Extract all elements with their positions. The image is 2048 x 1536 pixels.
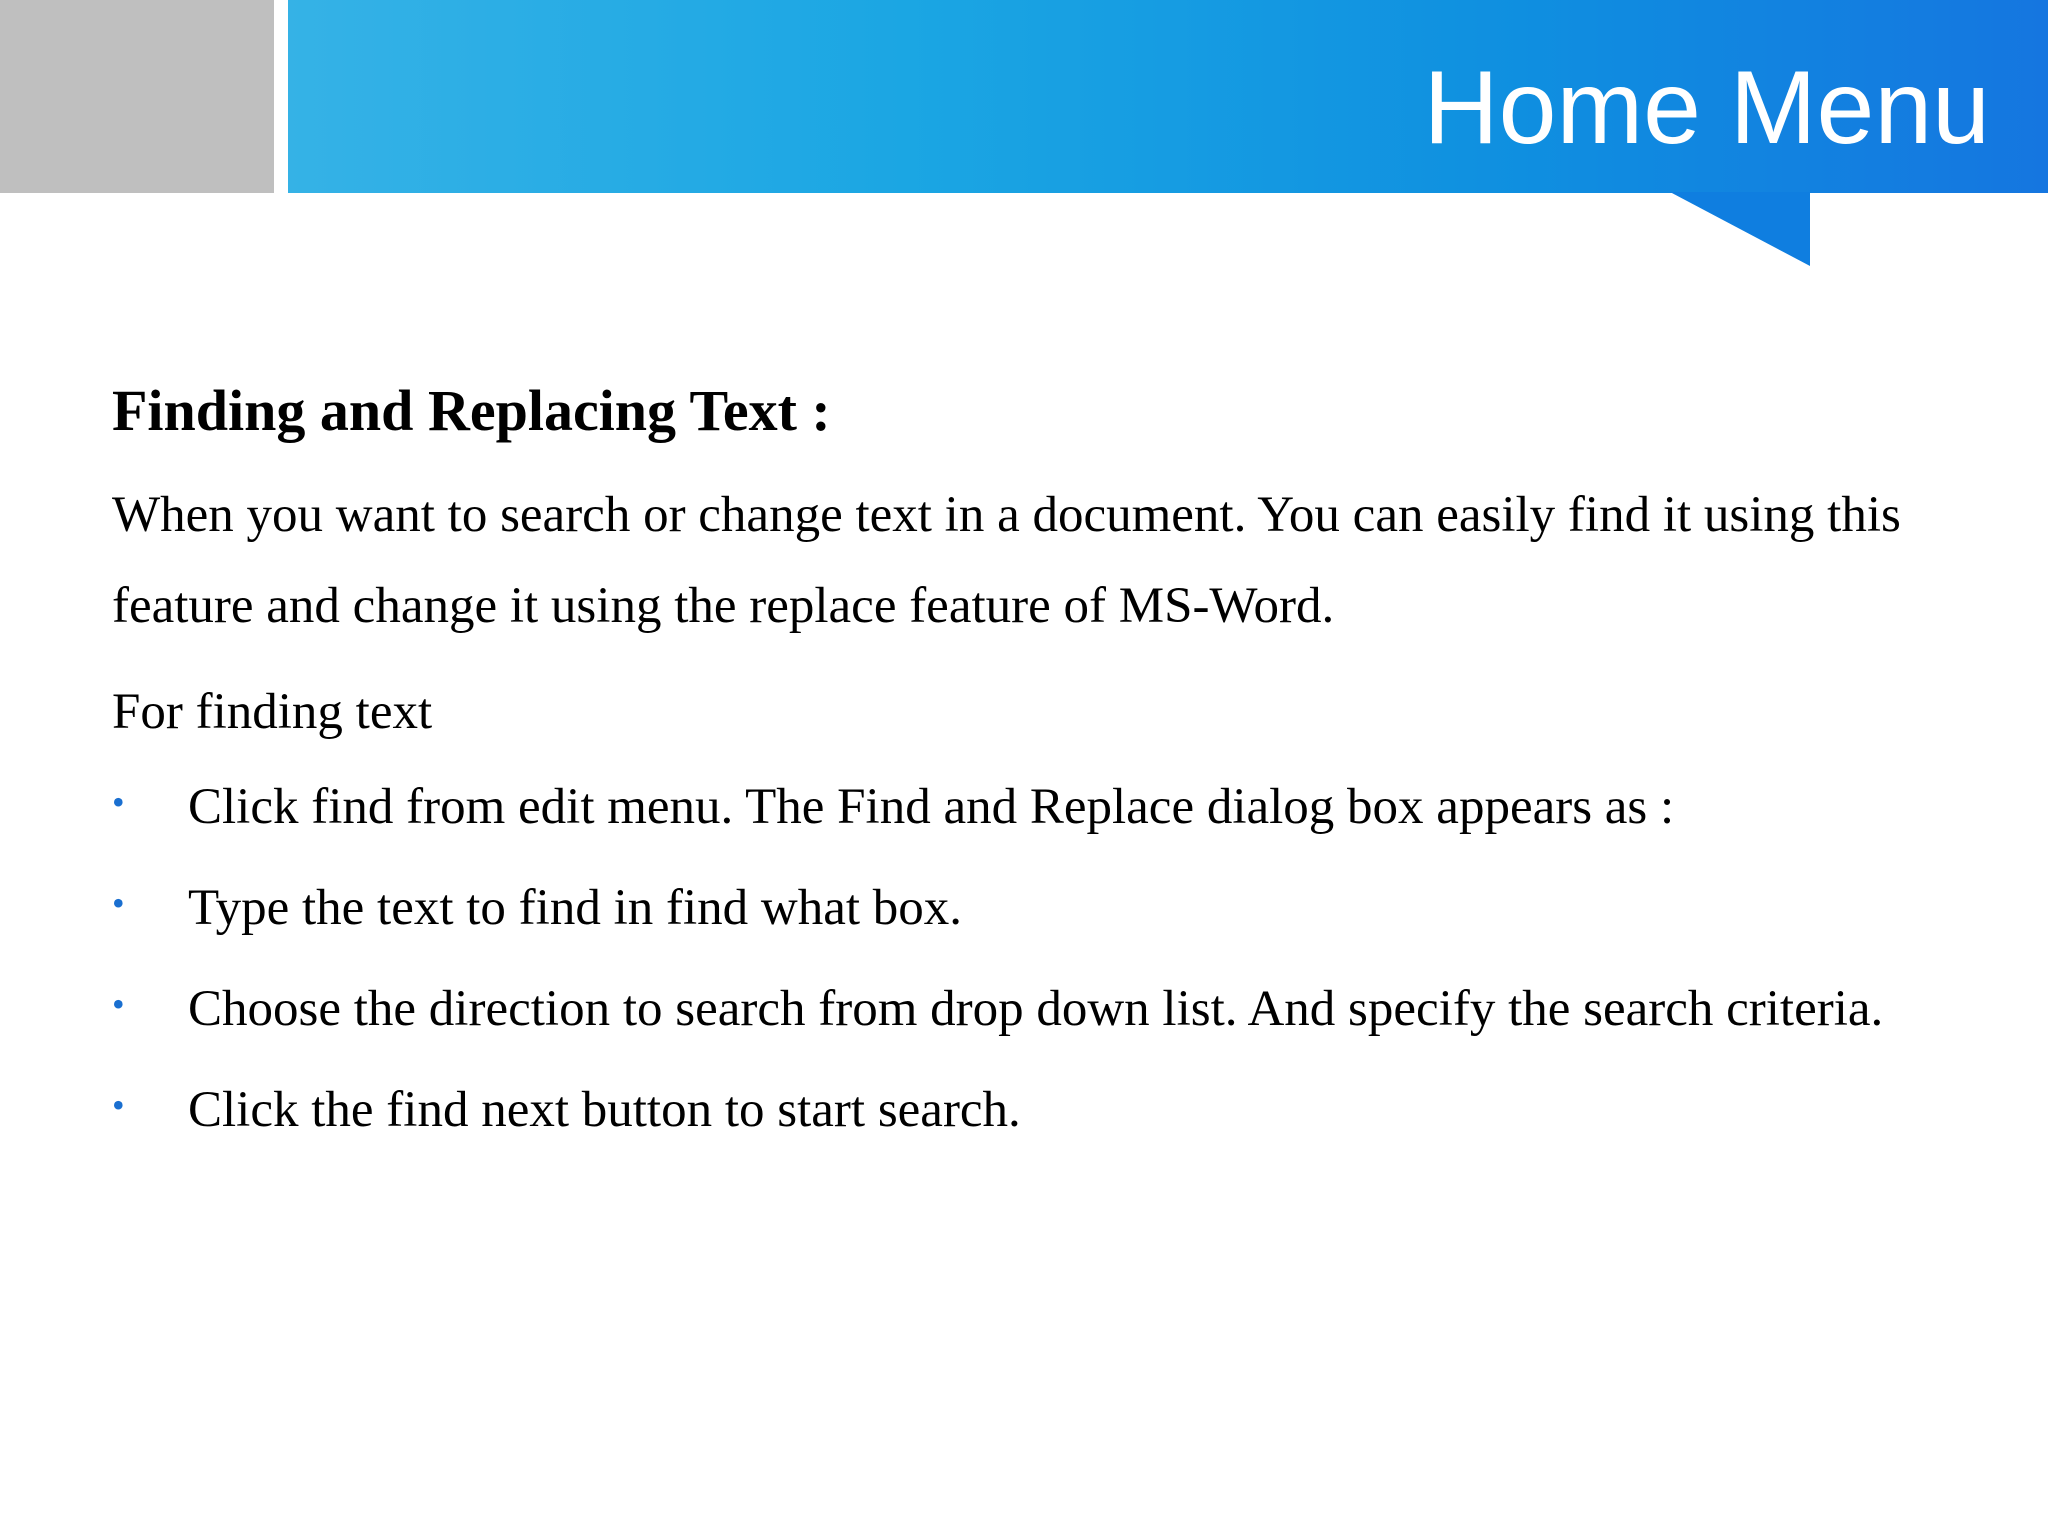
bullet-text: Type the text to find in find what box. <box>188 880 963 936</box>
bullet-text: Choose the direction to search from drop down list. And specify the search criteria. <box>188 981 1884 1037</box>
bullet-item <box>112 1065 1942 1156</box>
bullet-item <box>112 964 1942 1055</box>
subheading: For finding text <box>112 684 433 740</box>
bullet-item <box>112 762 1942 853</box>
bullet-icon: • <box>112 782 125 822</box>
bullet-icon: • <box>112 984 125 1024</box>
bullet-text: Click the find next button to start search. <box>188 1082 1021 1138</box>
intro-paragraph: When you want to search or change text in a document. You can easily find it using this feature and change it using the replace feature of MS-Word. <box>112 487 1901 634</box>
slide-title: Home Menu <box>1423 50 1990 166</box>
section-heading: Finding and Replacing Text : <box>112 378 831 443</box>
bullet-icon: • <box>112 883 125 923</box>
bullet-icon: • <box>112 1085 125 1125</box>
slide-content <box>112 366 1942 1166</box>
bullet-text: Click find from edit menu. The Find and Replace dialog box appears as : <box>188 779 1675 835</box>
bullet-list <box>112 762 1942 1156</box>
banner-tail <box>1670 192 1810 266</box>
bullet-item <box>112 863 1942 954</box>
gray-corner-block <box>0 0 274 193</box>
